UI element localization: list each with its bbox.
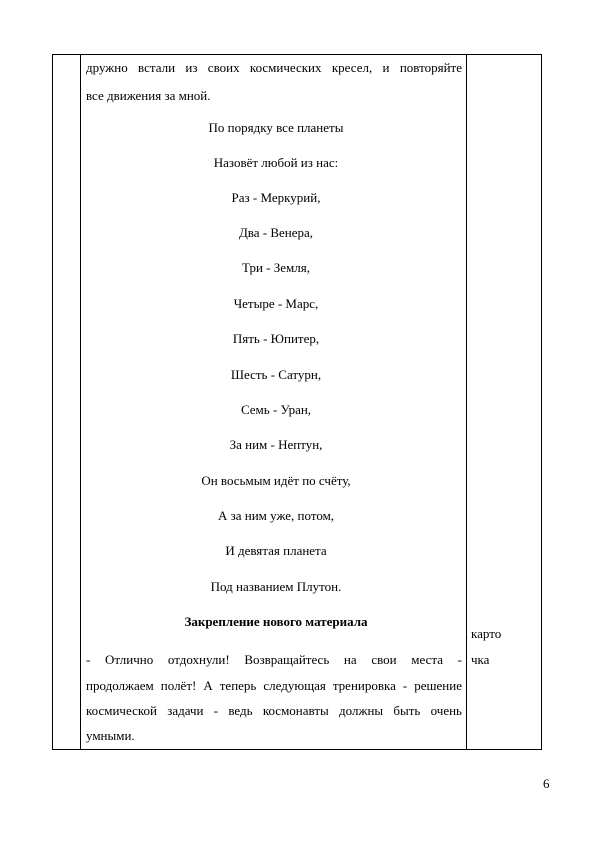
table-column-divider-1 (80, 54, 81, 750)
closing-line: - Отлично отдохнули! Возвращайтесь на свои места - (86, 652, 462, 667)
table-border-left (52, 54, 53, 750)
table-border-bottom (52, 749, 542, 750)
table-column-divider-2 (466, 54, 467, 750)
poem-line: Шесть - Сатурн, (230, 367, 322, 382)
closing-line: продолжаем полёт! А теперь следующая тренировка - решение (86, 678, 462, 693)
poem-line: По порядку все планеты (208, 120, 344, 135)
table-border-top (52, 54, 542, 55)
side-note-line: чка (471, 652, 490, 667)
poem-line: Три - Земля, (242, 260, 310, 275)
poem-line: Раз - Меркурий, (231, 190, 321, 205)
table-border-right (541, 54, 542, 750)
poem-line: Он восьмым идёт по счёту, (201, 473, 351, 488)
poem-line: Два - Венера, (238, 225, 314, 240)
poem-line: А за ним уже, потом, (217, 508, 335, 523)
intro-line: дружно встали из своих космических кресел, и повторяйте (86, 60, 462, 75)
poem-line: Назовёт любой из нас: (213, 155, 339, 170)
poem-line: Под названием Плутон. (210, 579, 342, 594)
poem-line: Семь - Уран, (240, 402, 312, 417)
side-note-line: карто (471, 626, 502, 641)
poem-line: Четыре - Марс, (233, 296, 319, 311)
poem-line: Пять - Юпитер, (232, 331, 320, 346)
intro-line: все движения за мной. (86, 88, 211, 103)
page-number: 6 (543, 776, 550, 791)
poem-line: За ним - Нептун, (229, 437, 323, 452)
section-heading: Закрепление нового материала (184, 614, 368, 629)
closing-line: космической задачи - ведь космонавты должны быть очень (86, 703, 462, 718)
closing-line: умными. (86, 728, 135, 743)
poem-line: И девятая планета (225, 543, 327, 558)
